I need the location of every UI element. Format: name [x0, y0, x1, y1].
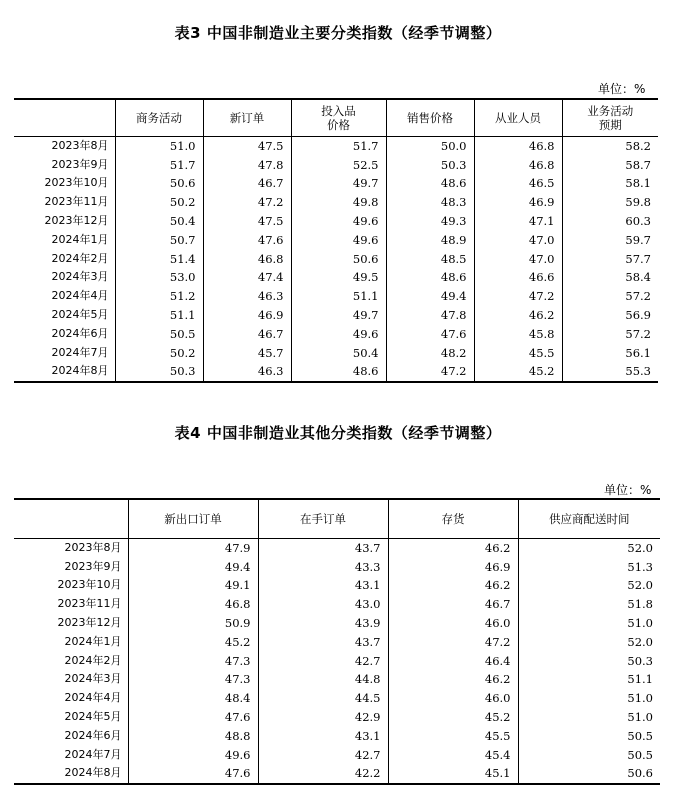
index-value-cell: 46.8	[203, 249, 291, 268]
index-value-cell: 51.0	[518, 708, 660, 727]
header-corner-cell	[14, 99, 115, 136]
index-value-cell: 47.1	[474, 212, 562, 231]
index-value-cell: 57.2	[562, 287, 658, 306]
index-value-cell: 48.4	[128, 689, 258, 708]
index-value-cell: 45.2	[128, 632, 258, 651]
index-value-cell: 46.8	[474, 155, 562, 174]
index-value-cell: 52.0	[518, 538, 660, 557]
index-value-cell: 48.6	[386, 174, 474, 193]
row-label-month: 2024年4月	[64, 691, 122, 705]
column-header-line: 预期	[598, 117, 622, 132]
index-value-cell: 47.2	[386, 362, 474, 382]
row-label-month: 2023年12月	[44, 214, 109, 228]
index-value-cell: 50.7	[115, 230, 203, 249]
index-value-cell: 50.3	[386, 155, 474, 174]
table-row	[14, 726, 660, 745]
index-value-cell: 47.3	[128, 651, 258, 670]
table3-title: 表3 中国非制造业主要分类指数（经季节调整）	[174, 24, 502, 42]
table-row	[14, 249, 658, 268]
index-value-cell: 56.9	[562, 306, 658, 325]
table-row	[14, 193, 658, 212]
table-row	[14, 632, 660, 651]
index-value-cell: 47.5	[203, 212, 291, 231]
row-label-month: 2023年10月	[57, 578, 122, 592]
header-corner-cell	[14, 499, 128, 538]
index-value-cell: 47.6	[128, 764, 258, 784]
table-row	[14, 538, 660, 557]
index-value-cell: 45.1	[388, 764, 518, 784]
index-value-cell: 47.6	[203, 230, 291, 249]
table-row	[14, 212, 658, 231]
index-value-cell: 49.6	[291, 212, 386, 231]
index-value-cell: 47.0	[474, 249, 562, 268]
index-value-cell: 48.2	[386, 343, 474, 362]
index-value-cell: 45.2	[474, 362, 562, 382]
index-value-cell: 52.0	[518, 632, 660, 651]
column-header: 销售价格	[386, 99, 474, 136]
index-value-cell: 47.2	[203, 193, 291, 212]
row-label-month: 2023年8月	[51, 138, 109, 152]
row-label-month: 2024年3月	[51, 270, 109, 284]
index-value-cell: 51.2	[115, 287, 203, 306]
index-value-cell: 46.2	[474, 306, 562, 325]
column-header: 新出口订单	[128, 499, 258, 538]
index-value-cell: 53.0	[115, 268, 203, 287]
index-value-cell: 50.6	[518, 764, 660, 784]
index-value-cell: 50.0	[386, 136, 474, 155]
index-value-cell: 46.0	[388, 614, 518, 633]
index-value-cell: 43.7	[258, 538, 388, 557]
table3	[14, 98, 658, 383]
index-value-cell: 60.3	[562, 212, 658, 231]
index-value-cell: 46.2	[388, 538, 518, 557]
index-value-cell: 59.8	[562, 193, 658, 212]
index-value-cell: 49.6	[291, 230, 386, 249]
column-header-line: 业务活动	[587, 103, 634, 118]
index-value-cell: 45.8	[474, 324, 562, 343]
index-value-cell: 49.1	[128, 576, 258, 595]
index-value-cell: 47.8	[203, 155, 291, 174]
index-value-cell: 44.8	[258, 670, 388, 689]
table-row	[14, 155, 658, 174]
row-label-month: 2023年8月	[64, 540, 122, 554]
row-label-month: 2024年5月	[64, 710, 122, 724]
row-label-month: 2024年8月	[14, 362, 115, 382]
table-row	[14, 306, 658, 325]
index-value-cell: 46.8	[128, 595, 258, 614]
index-value-cell: 46.7	[203, 324, 291, 343]
index-value-cell: 50.6	[291, 249, 386, 268]
table-row	[14, 764, 660, 784]
index-value-cell: 57.2	[562, 324, 658, 343]
index-value-cell: 49.4	[128, 557, 258, 576]
index-value-cell: 46.9	[388, 557, 518, 576]
row-label-month: 2024年2月	[64, 653, 122, 667]
index-value-cell: 49.3	[386, 212, 474, 231]
index-value-cell: 43.3	[258, 557, 388, 576]
index-value-cell: 49.5	[291, 268, 386, 287]
index-value-cell: 51.4	[115, 249, 203, 268]
table4	[14, 498, 660, 785]
row-label-month: 2024年2月	[51, 251, 109, 265]
index-value-cell: 50.6	[115, 174, 203, 193]
index-value-cell: 50.2	[115, 193, 203, 212]
row-label-month: 2024年7月	[51, 345, 109, 359]
row-label-month: 2023年10月	[44, 176, 109, 190]
table-row	[14, 689, 660, 708]
column-header: 新订单	[203, 99, 291, 136]
index-value-cell: 56.1	[562, 343, 658, 362]
row-label-month: 2023年11月	[57, 597, 122, 611]
table4-unit-label: 单位：%	[604, 483, 652, 497]
row-label-month: 2023年9月	[64, 559, 122, 573]
index-value-cell: 58.4	[562, 268, 658, 287]
index-value-cell: 59.7	[562, 230, 658, 249]
column-header: 在手订单	[258, 499, 388, 538]
row-label-month: 2024年5月	[51, 308, 109, 322]
table-row	[14, 595, 660, 614]
index-value-cell: 48.5	[386, 249, 474, 268]
column-header: 供应商配送时间	[518, 499, 660, 538]
index-value-cell: 46.2	[388, 576, 518, 595]
index-value-cell: 50.3	[115, 362, 203, 382]
index-value-cell: 47.2	[474, 287, 562, 306]
index-value-cell: 46.7	[388, 595, 518, 614]
index-value-cell: 45.5	[388, 726, 518, 745]
index-value-cell: 47.2	[388, 632, 518, 651]
index-value-cell: 51.0	[115, 136, 203, 155]
row-label-month: 2023年11月	[44, 195, 109, 209]
index-value-cell: 43.7	[258, 632, 388, 651]
row-label-month: 2024年1月	[64, 634, 122, 648]
index-value-cell: 50.2	[115, 343, 203, 362]
index-value-cell: 50.3	[518, 651, 660, 670]
index-value-cell: 47.6	[128, 708, 258, 727]
index-value-cell: 47.5	[203, 136, 291, 155]
index-value-cell: 48.6	[386, 268, 474, 287]
column-header-line: 投入品	[321, 103, 356, 118]
table-row	[14, 324, 658, 343]
index-value-cell: 42.9	[258, 708, 388, 727]
row-label-month: 2024年8月	[14, 764, 128, 784]
index-value-cell: 47.8	[386, 306, 474, 325]
index-value-cell: 46.6	[474, 268, 562, 287]
index-value-cell: 47.4	[203, 268, 291, 287]
index-value-cell: 51.1	[291, 287, 386, 306]
table-row	[14, 708, 660, 727]
column-header: 从业人员	[474, 99, 562, 136]
index-value-cell: 46.0	[388, 689, 518, 708]
index-value-cell: 52.5	[291, 155, 386, 174]
index-value-cell: 52.0	[518, 576, 660, 595]
index-value-cell: 48.9	[386, 230, 474, 249]
table-row	[14, 136, 658, 155]
index-value-cell: 50.4	[291, 343, 386, 362]
table-row	[14, 576, 660, 595]
index-value-cell: 48.8	[128, 726, 258, 745]
index-value-cell: 51.1	[115, 306, 203, 325]
column-header-line: 价格	[327, 117, 350, 132]
row-label-month: 2023年9月	[51, 157, 109, 171]
index-value-cell: 42.7	[258, 745, 388, 764]
index-value-cell: 51.1	[518, 670, 660, 689]
row-label-month: 2024年1月	[51, 232, 109, 246]
index-value-cell: 51.0	[518, 614, 660, 633]
row-label-month: 2024年6月	[64, 728, 122, 742]
table-row	[14, 651, 660, 670]
index-value-cell: 50.4	[115, 212, 203, 231]
index-value-cell: 49.4	[386, 287, 474, 306]
index-value-cell: 58.7	[562, 155, 658, 174]
index-value-cell: 50.9	[128, 614, 258, 633]
index-value-cell: 45.4	[388, 745, 518, 764]
index-value-cell: 47.9	[128, 538, 258, 557]
index-value-cell: 47.3	[128, 670, 258, 689]
row-label-month: 2024年4月	[51, 289, 109, 303]
index-value-cell: 42.2	[258, 764, 388, 784]
table-row	[14, 557, 660, 576]
index-value-cell: 46.3	[203, 287, 291, 306]
index-value-cell: 51.3	[518, 557, 660, 576]
index-value-cell: 49.8	[291, 193, 386, 212]
table-row	[14, 362, 658, 382]
index-value-cell: 46.9	[474, 193, 562, 212]
index-value-cell: 46.8	[474, 136, 562, 155]
index-value-cell: 42.7	[258, 651, 388, 670]
column-header	[291, 99, 386, 136]
index-value-cell: 49.7	[291, 174, 386, 193]
table-row	[14, 670, 660, 689]
index-value-cell: 45.7	[203, 343, 291, 362]
index-value-cell: 46.9	[203, 306, 291, 325]
table-row	[14, 343, 658, 362]
index-value-cell: 46.3	[203, 362, 291, 382]
index-value-cell: 58.2	[562, 136, 658, 155]
index-value-cell: 58.1	[562, 174, 658, 193]
index-value-cell: 51.0	[518, 689, 660, 708]
row-label-month: 2024年7月	[64, 747, 122, 761]
table-row	[14, 268, 658, 287]
index-value-cell: 49.6	[128, 745, 258, 764]
index-value-cell: 48.6	[291, 362, 386, 382]
index-value-cell: 46.7	[203, 174, 291, 193]
index-value-cell: 44.5	[258, 689, 388, 708]
index-value-cell: 50.5	[115, 324, 203, 343]
index-value-cell: 51.7	[291, 136, 386, 155]
row-label-month: 2023年12月	[57, 616, 122, 630]
index-value-cell: 47.0	[474, 230, 562, 249]
table-row	[14, 614, 660, 633]
table-row	[14, 230, 658, 249]
index-value-cell: 50.5	[518, 726, 660, 745]
table-row	[14, 287, 658, 306]
index-value-cell: 45.5	[474, 343, 562, 362]
index-value-cell: 50.5	[518, 745, 660, 764]
index-value-cell: 46.2	[388, 670, 518, 689]
row-label-month: 2024年3月	[64, 672, 122, 686]
index-value-cell: 49.7	[291, 306, 386, 325]
column-header: 商务活动	[115, 99, 203, 136]
index-value-cell: 46.5	[474, 174, 562, 193]
index-value-cell: 43.1	[258, 576, 388, 595]
index-value-cell: 47.6	[386, 324, 474, 343]
table-row	[14, 174, 658, 193]
column-header	[562, 99, 658, 136]
index-value-cell: 43.0	[258, 595, 388, 614]
index-value-cell: 48.3	[386, 193, 474, 212]
table-row	[14, 745, 660, 764]
index-value-cell: 49.6	[291, 324, 386, 343]
index-value-cell: 51.8	[518, 595, 660, 614]
table4-title: 表4 中国非制造业其他分类指数（经季节调整）	[174, 424, 502, 442]
index-value-cell: 43.9	[258, 614, 388, 633]
index-value-cell: 45.2	[388, 708, 518, 727]
column-header: 存货	[388, 499, 518, 538]
index-value-cell: 43.1	[258, 726, 388, 745]
index-value-cell: 55.3	[562, 362, 658, 382]
index-value-cell: 57.7	[562, 249, 658, 268]
index-value-cell: 46.4	[388, 651, 518, 670]
table3-unit-label: 单位：%	[598, 82, 646, 96]
row-label-month: 2024年6月	[51, 326, 109, 340]
index-value-cell: 51.7	[115, 155, 203, 174]
